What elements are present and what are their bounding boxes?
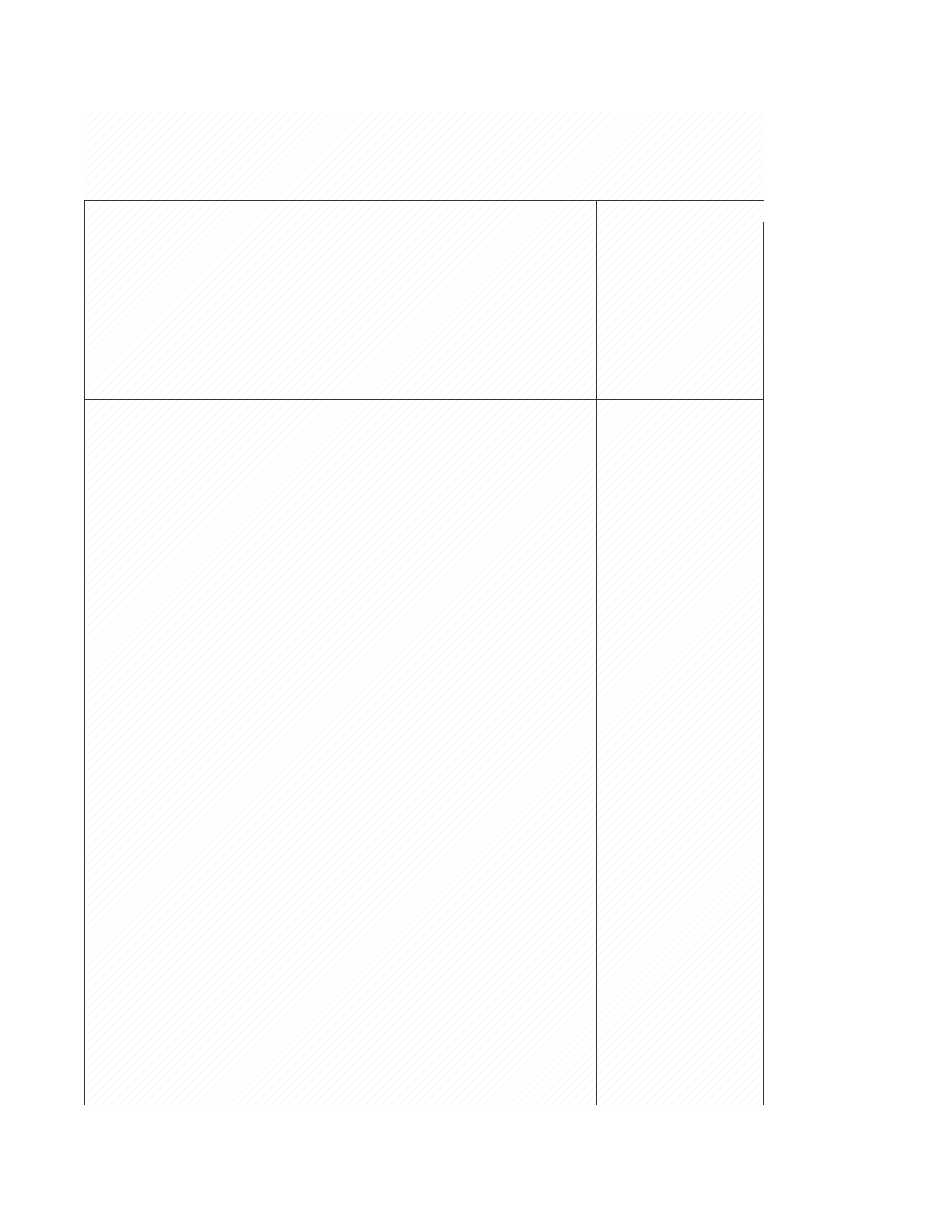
table-right-border xyxy=(763,222,764,1105)
header-bottom-border xyxy=(84,399,764,400)
table-left-border xyxy=(84,200,85,1105)
data-table xyxy=(84,200,764,1106)
table-column-divider xyxy=(596,200,597,1105)
